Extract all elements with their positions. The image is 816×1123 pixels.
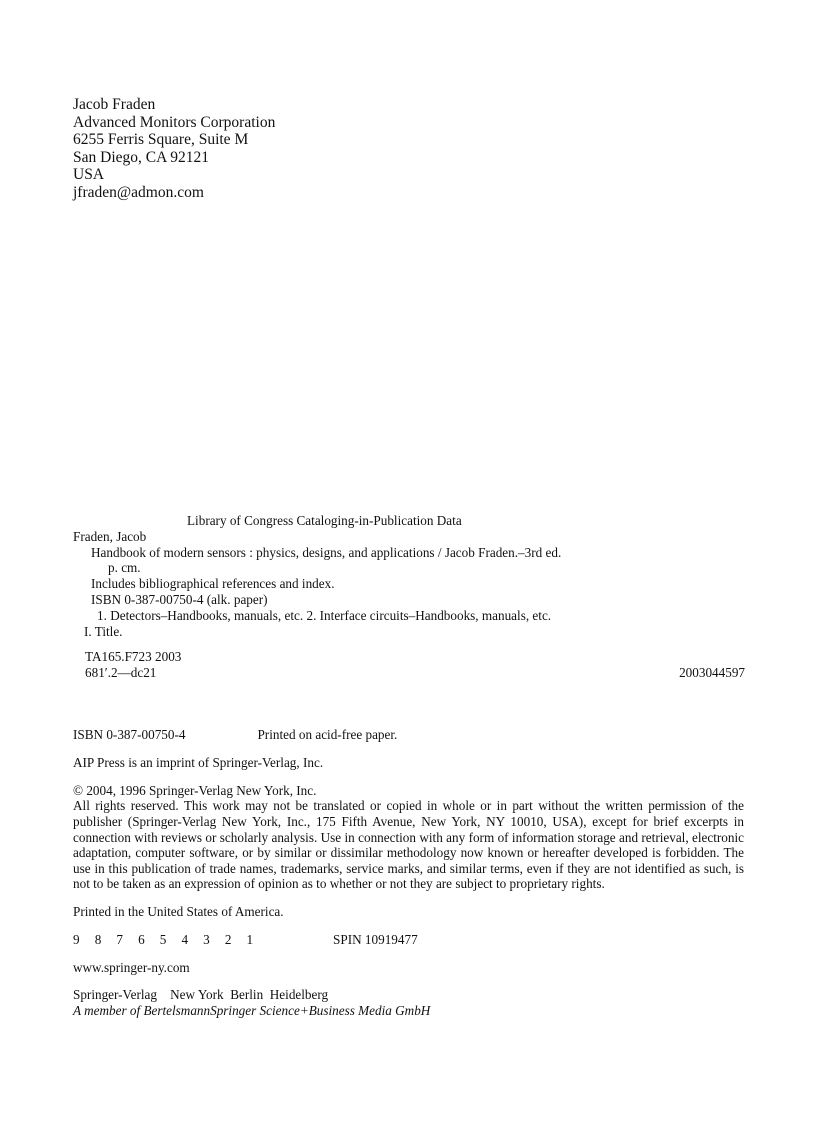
isbn-row	[73, 727, 744, 743]
cip-refs: Includes bibliographical references and index.	[91, 576, 335, 592]
publisher-locations: Springer-Verlag New York Berlin Heidelberg	[73, 987, 329, 1003]
author-country: USA	[73, 166, 105, 184]
acid-free-note: Printed on acid-free paper.	[257, 727, 398, 742]
author-city: San Diego, CA 92121	[73, 148, 210, 166]
author-address-block	[73, 96, 275, 202]
cip-heading: Library of Congress Cataloging-in-Publication Data	[187, 513, 462, 528]
author-email: jfraden@admon.com	[73, 183, 204, 201]
member-line: A member of BertelsmannSpringer Science+Business Media GmbH	[73, 1003, 431, 1019]
author-company: Advanced Monitors Corporation	[73, 113, 276, 131]
author-street: 6255 Ferris Square, Suite M	[73, 131, 249, 149]
cip-dewey: 681′.2—dc21	[85, 665, 157, 681]
cip-author: Fraden, Jacob	[73, 528, 147, 544]
copyright-line: © 2004, 1996 Springer-Verlag New York, Inc.	[73, 782, 317, 798]
cip-pages: p. cm.	[108, 560, 141, 576]
author-name: Jacob Fraden	[73, 96, 156, 113]
spin-number: SPIN 10919477	[333, 931, 418, 947]
cip-isbn: ISBN 0-387-00750-4 (alk. paper)	[91, 591, 268, 607]
cip-title-line: Handbook of modern sensors : physics, designs, and applications / Jacob Fraden.–3rd ed.	[91, 544, 562, 560]
cip-dewey-row	[73, 665, 745, 681]
printing-numbers: 9 8 7 6 5 4 3 2 1	[73, 931, 260, 947]
isbn: ISBN 0-387-00750-4	[73, 727, 186, 742]
cip-call-number: TA165.F723 2003	[85, 649, 182, 665]
cip-lccn: 2003044597	[679, 665, 745, 681]
imprint-note: AIP Press is an imprint of Springer-Verlag, Inc.	[73, 754, 324, 770]
publisher-website[interactable]: www.springer-ny.com	[73, 959, 190, 975]
publication-info-block	[73, 727, 744, 1019]
printing-row	[73, 932, 744, 948]
rights-paragraph: All rights reserved. This work may not be translated or copied in whole or in part without the written permission of the publisher (Springer-Verlag New York, Inc., 175 Fifth Avenue, New York, NY 10010, USA), except for brief excerpts in connection with reviews or scholarly analysis. Use in connection with any form of information storage and retrieval, electronic adaptation, computer software, or by similar or dissimilar methodology now known or hereafter developed is forbidden. The use in this publication of trade names, trademarks, service marks, and similar terms, even if they are not identified as such, is not to be taken as an expression of opinion as to whether or not they are subject to proprietary rights.	[73, 798, 744, 892]
cip-subjects: 1. Detectors–Handbooks, manuals, etc. 2. Interface circuits–Handbooks, manuals, etc.	[97, 607, 552, 623]
cip-data-block	[73, 513, 745, 681]
printed-in: Printed in the United States of America.	[73, 903, 284, 919]
cip-title-entry: I. Title.	[84, 623, 123, 639]
